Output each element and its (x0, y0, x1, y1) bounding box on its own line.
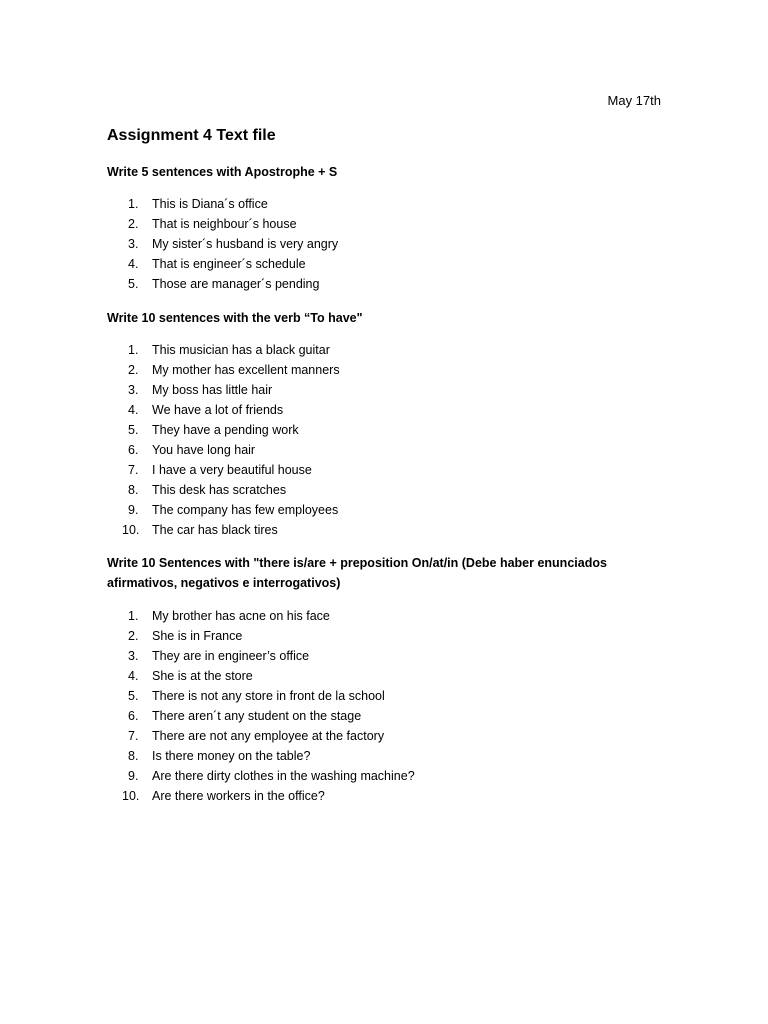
list-item-text: My mother has excellent manners (152, 363, 340, 377)
list-item-number: 4. (128, 669, 139, 683)
list-item-number: 8. (128, 483, 139, 497)
list-item-text: I have a very beautiful house (152, 463, 312, 477)
list-item-number: 6. (128, 709, 139, 723)
list-item (107, 520, 667, 540)
section-heading-there-is-are: Write 10 Sentences with "there is/are + preposition On/at/in (Debe haber enunciados afirmativos, negativos e interrogativos) (107, 556, 607, 590)
list-item-text: This is Diana´s office (152, 197, 268, 211)
document-date: May 17th (607, 93, 661, 108)
list-item (107, 194, 667, 214)
list-item-text: There is not any store in front de la school (152, 689, 385, 703)
list-item-text: Are there workers in the office? (152, 789, 325, 803)
list-item-text: There aren´t any student on the stage (152, 709, 362, 723)
list-item (107, 500, 667, 520)
list-apostrophe (107, 194, 667, 294)
list-item (107, 766, 667, 786)
list-item-number: 3. (128, 383, 139, 397)
list-item-number: 7. (128, 729, 139, 743)
list-item (107, 706, 667, 726)
list-item (107, 440, 667, 460)
list-item-text: My boss has little hair (152, 383, 273, 397)
list-there-is-are (107, 606, 667, 806)
list-item-number: 5. (128, 689, 139, 703)
list-item (107, 380, 667, 400)
list-item-number: 3. (128, 649, 139, 663)
list-item (107, 254, 667, 274)
list-item-text: My sister´s husband is very angry (152, 237, 339, 251)
list-item-number: 4. (128, 257, 139, 271)
list-item-number: 2. (128, 363, 139, 377)
list-item-number: 3. (128, 237, 139, 251)
list-item (107, 234, 667, 254)
list-item-text: My brother has acne on his face (152, 609, 330, 623)
list-item-number: 6. (128, 443, 139, 457)
list-item (107, 666, 667, 686)
list-item-number: 5. (128, 423, 139, 437)
list-item-text: You have long hair (152, 443, 256, 457)
list-item-text: That is neighbour´s house (152, 217, 297, 231)
list-item (107, 340, 667, 360)
list-item-text: Are there dirty clothes in the washing machine? (152, 769, 415, 783)
list-item-text: They are in engineer’s office (152, 649, 310, 663)
list-item (107, 746, 667, 766)
list-item-number: 10. (122, 523, 140, 537)
list-item-text: That is engineer´s schedule (152, 257, 306, 271)
list-item (107, 786, 667, 806)
list-item (107, 726, 667, 746)
section-heading-to-have: Write 10 sentences with the verb “To have" (107, 311, 363, 325)
list-item-number: 8. (128, 749, 139, 763)
list-item (107, 480, 667, 500)
list-item-text: The car has black tires (152, 523, 278, 537)
list-item (107, 360, 667, 380)
list-item-number: 1. (128, 197, 139, 211)
list-item-number: 9. (128, 503, 139, 517)
list-item-number: 7. (128, 463, 139, 477)
list-item (107, 460, 667, 480)
list-item-number: 1. (128, 609, 139, 623)
section-heading-apostrophe: Write 5 sentences with Apostrophe + S (107, 165, 338, 179)
list-item (107, 400, 667, 420)
list-item-number: 4. (128, 403, 139, 417)
list-item-text: We have a lot of friends (152, 403, 284, 417)
document-title: Assignment 4 Text file (107, 127, 276, 144)
list-item (107, 274, 667, 294)
list-item-text: This desk has scratches (152, 483, 287, 497)
list-item-text: She is at the store (152, 669, 253, 683)
list-item (107, 420, 667, 440)
list-item-text: This musician has a black guitar (152, 343, 330, 357)
list-item-number: 2. (128, 217, 139, 231)
list-item-text: They have a pending work (152, 423, 299, 437)
list-item (107, 214, 667, 234)
list-item-number: 9. (128, 769, 139, 783)
list-item-text: The company has few employees (152, 503, 339, 517)
list-item (107, 606, 667, 626)
list-item (107, 626, 667, 646)
list-item-number: 10. (122, 789, 140, 803)
list-item-number: 5. (128, 277, 139, 291)
list-item (107, 686, 667, 706)
list-item-text: Is there money on the table? (152, 749, 311, 763)
list-item-text: Those are manager´s pending (152, 277, 320, 291)
list-item-text: She is in France (152, 629, 243, 643)
list-item-number: 1. (128, 343, 139, 357)
list-item-number: 2. (128, 629, 139, 643)
list-item-text: There are not any employee at the factory (152, 729, 385, 743)
list-to-have (107, 340, 667, 540)
list-item (107, 646, 667, 666)
